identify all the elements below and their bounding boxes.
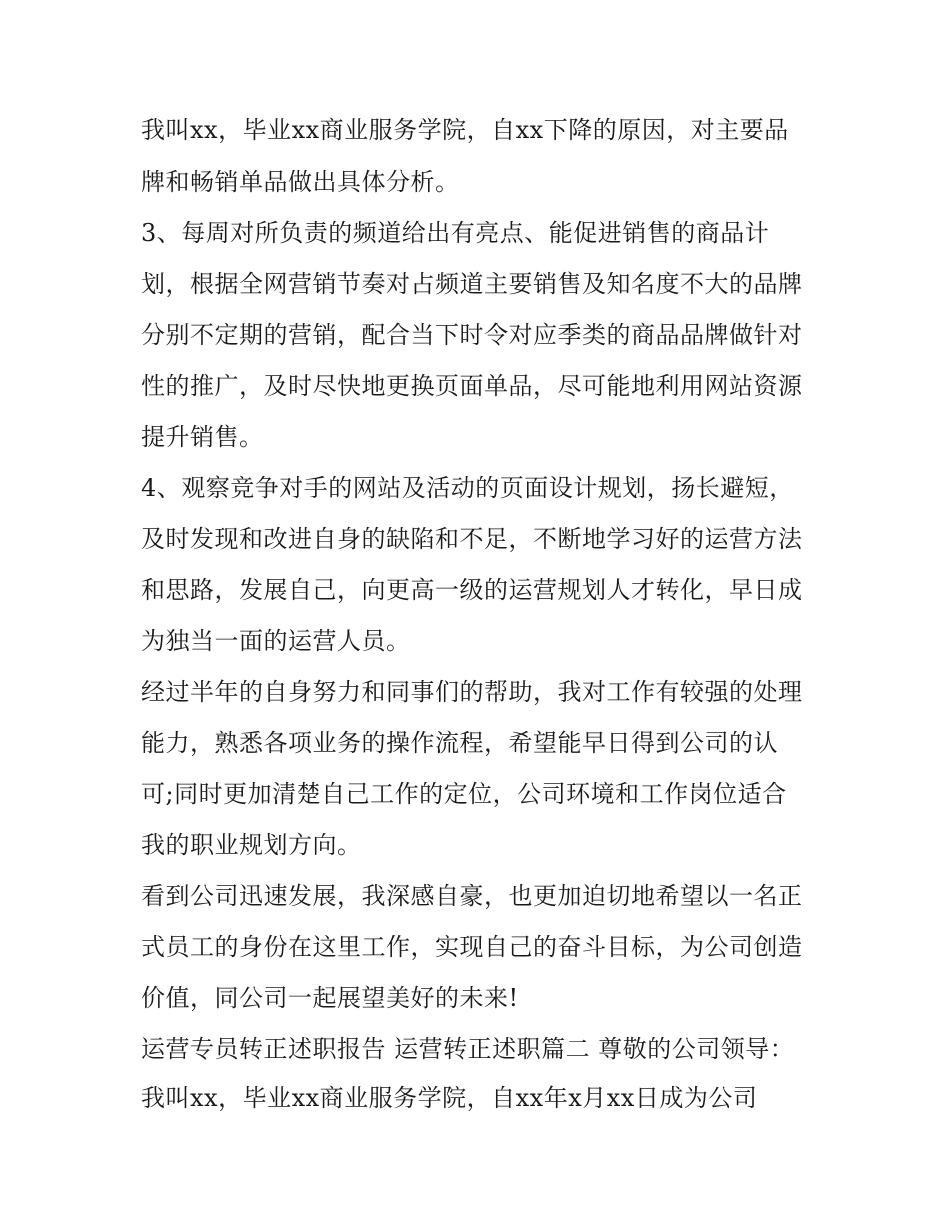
text-line: 我叫xx，毕业xx商业服务学院，自xx下降的原因，对主要品 xyxy=(141,116,789,144)
text-line: 式员工的身份在这里工作，实现自己的奋斗目标，为公司创造 xyxy=(141,933,803,961)
text-line: 和思路，发展自己，向更高一级的运营规划人才转化，早日成 xyxy=(141,576,803,604)
text-line: 3、每周对所负责的频道给出有亮点、能促进销售的商品计 xyxy=(141,219,770,247)
text-line: 经过半年的自身努力和同事们的帮助，我对工作有较强的处理 xyxy=(141,678,803,706)
text-line: 看到公司迅速发展，我深感自豪，也更加迫切地希望以一名正 xyxy=(141,882,803,910)
text-line: 能力，熟悉各项业务的操作流程，希望能早日得到公司的认 xyxy=(141,729,778,757)
text-line: 可;同时更加清楚自己工作的定位，公司环境和工作岗位适合 xyxy=(141,780,787,808)
text-line: 为独当一面的运营人员。 xyxy=(141,627,411,655)
text-line: 运营专员转正述职报告 运营转正述职篇二 尊敬的公司领导： xyxy=(141,1035,795,1063)
text-line: 性的推广，及时尽快地更换页面单品，尽可能地利用网站资源 xyxy=(141,372,803,400)
text-line: 划，根据全网营销节奏对占频道主要销售及知名度不大的品牌 xyxy=(141,270,803,298)
text-line: 牌和畅销单品做出具体分析。 xyxy=(141,168,460,196)
text-line: 提升销售。 xyxy=(141,423,264,451)
text-line: 及时发现和改进自身的缺陷和不足，不断地学习好的运营方法 xyxy=(141,525,803,553)
text-line: 分别不定期的营销，配合当下时令对应季类的商品品牌做针对 xyxy=(141,321,803,349)
text-line: 我叫xx，毕业xx商业服务学院，自xx年x月xx日成为公司 xyxy=(141,1084,758,1112)
text-line: 我的职业规划方向。 xyxy=(141,831,362,859)
text-line: 4、观察竞争对手的网站及活动的页面设计规划，扬长避短， xyxy=(141,474,794,502)
text-line: 价值，同公司一起展望美好的未来! xyxy=(141,984,519,1012)
